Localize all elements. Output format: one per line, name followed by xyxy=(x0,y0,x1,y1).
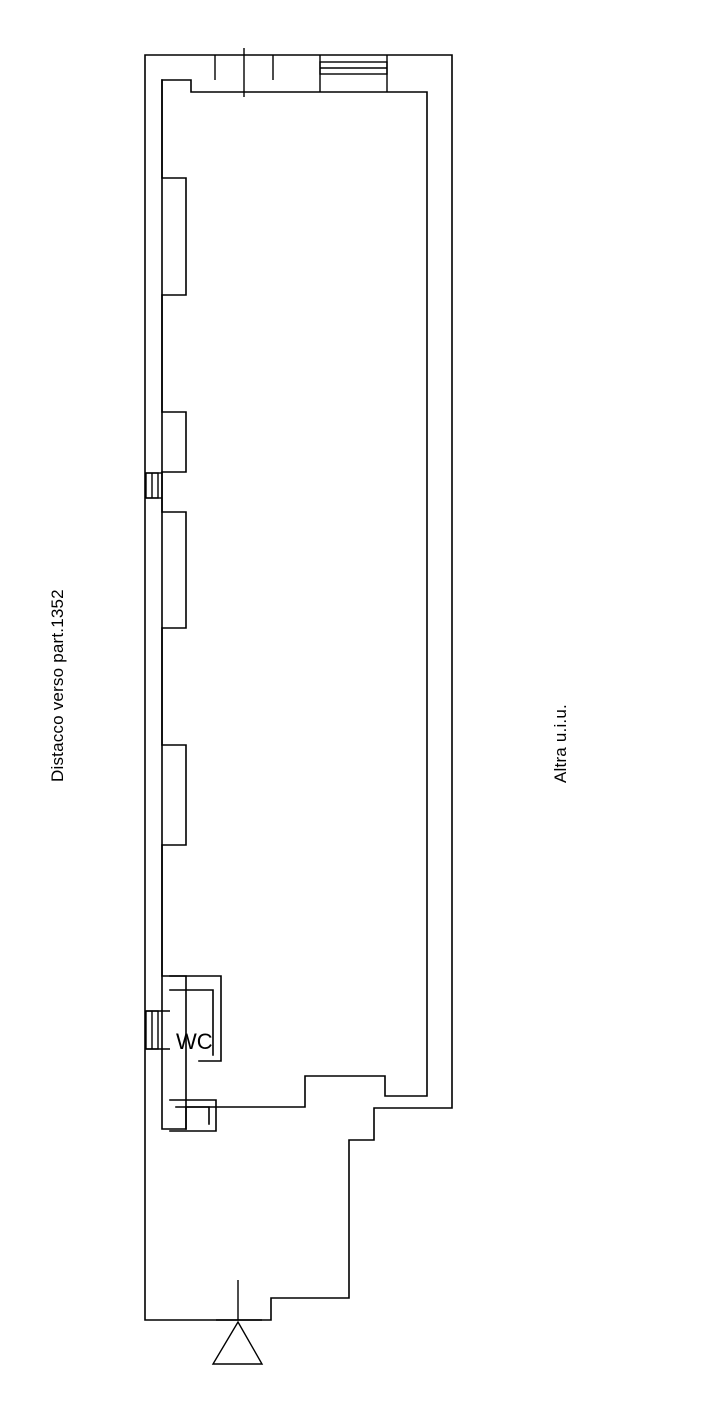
left-window-wc xyxy=(146,1011,170,1049)
wc-label: WC xyxy=(176,1029,213,1054)
altra-uiu-label: Altra u.i.u. xyxy=(551,704,570,783)
top-window-2 xyxy=(320,55,387,92)
left-window-mid xyxy=(146,473,162,498)
entrance-triangle-icon xyxy=(213,1322,262,1364)
stepped-left-wall xyxy=(162,80,186,1129)
bottom-door xyxy=(216,1280,262,1320)
inner-wall-outline xyxy=(162,80,427,1129)
distacco-label: Distacco verso part.1352 xyxy=(48,589,67,782)
